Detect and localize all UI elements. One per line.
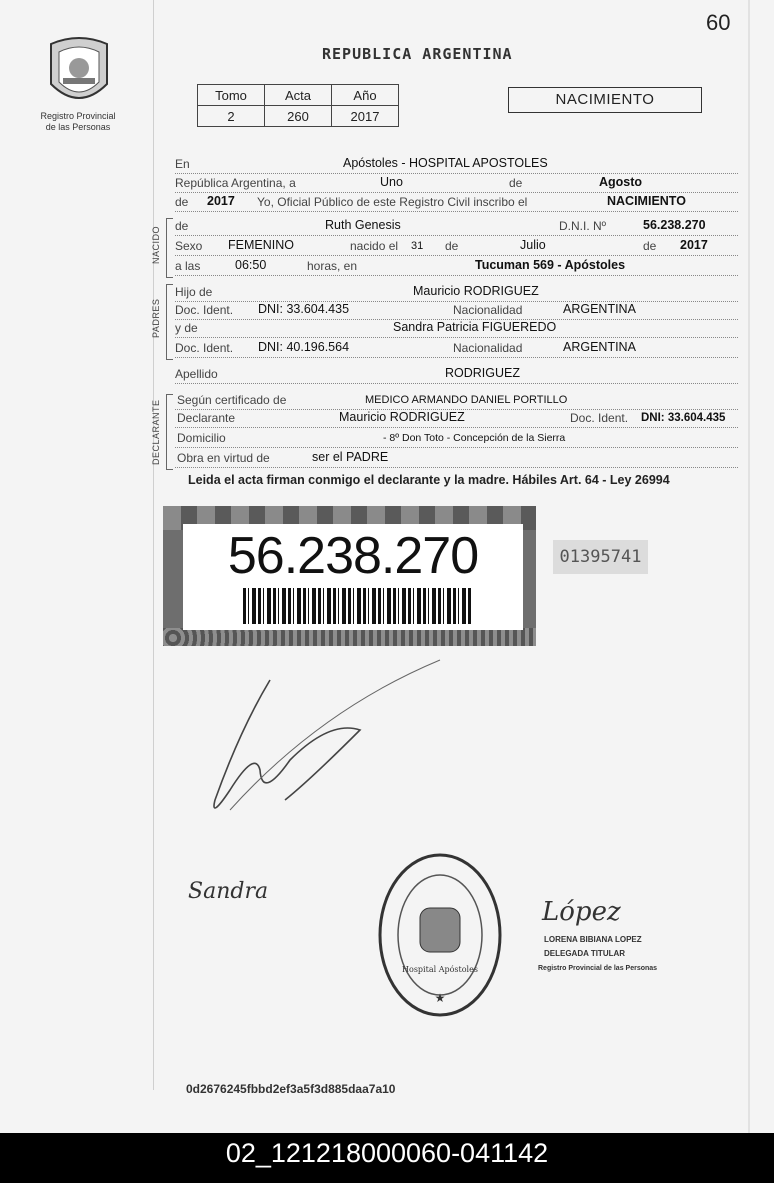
page-edge [748, 0, 750, 1133]
label-nacido-el: nacido el [350, 239, 399, 253]
logo-caption-line: Registro Provincial [40, 111, 116, 121]
row-en [175, 156, 738, 174]
row-apellido [175, 366, 738, 384]
stamp-number: 01395741 [553, 540, 648, 574]
value-month: Agosto [599, 175, 643, 189]
label-declarante: Declarante [177, 411, 236, 425]
row-sexo [175, 238, 738, 256]
label-nac: Nacionalidad [453, 303, 523, 317]
row-father-doc [175, 302, 738, 320]
value-place: Tucuman 569 - Apóstoles [475, 258, 626, 272]
value-acta: 260 [265, 106, 332, 127]
row-mother-doc [175, 340, 738, 358]
value-declarante: Mauricio RODRIGUEZ [339, 410, 465, 424]
label-domicilio: Domicilio [177, 431, 226, 445]
official-office: Registro Provincial de las Personas [538, 965, 658, 972]
label-docident3: Doc. Ident. [570, 411, 629, 425]
label-sexo: Sexo [175, 239, 203, 253]
value-dni: 56.238.270 [643, 218, 706, 232]
label-nac2: Nacionalidad [453, 341, 523, 355]
label-hijo: Hijo de [175, 285, 213, 299]
barcode-icon [243, 588, 473, 624]
value-cert: MEDICO ARMANDO DANIEL PORTILLO [365, 394, 568, 406]
value-declarante-dni: DNI: 33.604.435 [641, 412, 726, 424]
footer-code: 02_121218000060-041142 [0, 1133, 774, 1183]
value-year: 2017 [207, 194, 235, 208]
label-de4: de [445, 239, 459, 253]
value-father-dni: DNI: 33.604.435 [258, 302, 350, 316]
value-birth-day: 31 [411, 240, 424, 252]
value-mother: Sandra Patricia FIGUEREDO [393, 320, 557, 334]
header-title: REPUBLICA ARGENTINA [322, 45, 513, 63]
label-republica: República Argentina, a [175, 176, 296, 190]
official-role: DELEGADA TITULAR [544, 949, 626, 958]
seal-inner-text: Hospital Apóstoles [402, 965, 478, 974]
label-de3: de [175, 219, 189, 233]
sticker-label [183, 524, 523, 630]
sticker-dni-number: 56.238.270 [227, 527, 479, 585]
record-table [197, 84, 399, 127]
value-domicilio: - 8º Don Toto - Concepción de la Sierra [383, 432, 566, 444]
value-mother-dni: DNI: 40.196.564 [258, 340, 350, 354]
row-mother [175, 320, 738, 338]
registry-seal-icon [375, 850, 505, 1020]
label-de: de [509, 176, 523, 190]
label-en: En [175, 157, 190, 171]
row-time [175, 258, 738, 276]
value-time: 06:50 [235, 258, 267, 272]
dni-sticker [163, 506, 536, 646]
value-name: Ruth Genesis [325, 218, 401, 232]
row-republica [175, 175, 738, 193]
value-anio: 2017 [332, 106, 399, 127]
label-yde: y de [175, 321, 198, 335]
value-sexo: FEMENINO [228, 238, 294, 252]
margin-line [153, 0, 154, 1090]
value-day: Uno [380, 175, 403, 189]
value-birth-month: Julio [520, 238, 546, 252]
row-segun [175, 392, 738, 410]
value-inscribo: NACIMIENTO [607, 194, 686, 208]
document-hash: 0d2676245fbbd2ef3a5f3d885daa7a10 [186, 1082, 396, 1096]
side-label-padres: PADRES [151, 298, 161, 338]
row-declarante [175, 410, 738, 428]
official-name: LORENA BIBIANA LOPEZ [544, 935, 642, 944]
header-tomo: Tomo [198, 85, 265, 106]
label-de2: de [175, 195, 189, 209]
declarant-signature-icon [200, 650, 480, 850]
label-de5: de [643, 239, 657, 253]
padres-bracket [166, 284, 173, 360]
value-en: Apóstoles - HOSPITAL APOSTOLES [343, 156, 548, 170]
value-obra: ser el PADRE [312, 450, 389, 464]
header-anio: Año [332, 85, 399, 106]
nacido-bracket [166, 218, 173, 278]
value-tomo: 2 [198, 106, 265, 127]
row-domicilio [175, 430, 738, 448]
row-obra [175, 450, 738, 468]
mother-signature-icon [186, 870, 316, 910]
label-horas: horas, en [307, 259, 358, 273]
label-apellido: Apellido [175, 367, 218, 381]
label-docident: Doc. Ident. [175, 303, 234, 317]
side-label-nacido: NACIDO [151, 225, 161, 264]
row-name [175, 218, 738, 236]
label-alas: a las [175, 259, 201, 273]
header-acta: Acta [265, 85, 332, 106]
sticker-pattern-bottom [163, 628, 536, 646]
page-number: 60 [706, 10, 731, 35]
closing-text: Leida el acta firman conmigo el declarante y la madre. Hábiles Art. 64 - Ley 26994 [188, 473, 670, 487]
svg-text:★: ★ [434, 991, 446, 1005]
label-docident2: Doc. Ident. [175, 341, 234, 355]
province-seal-logo [45, 34, 113, 108]
row-hijo [175, 284, 738, 302]
row-yo [175, 194, 738, 212]
logo-caption-line: de las Personas [45, 122, 111, 132]
declarante-bracket [166, 394, 173, 470]
official-signature-stamp-icon [530, 890, 720, 980]
logo-caption [22, 111, 134, 133]
mother-signature-text: Sandra [188, 879, 269, 904]
document-type-box: NACIMIENTO [508, 87, 702, 113]
value-apellido: RODRIGUEZ [445, 366, 520, 380]
label-segun: Según certificado de [177, 393, 287, 407]
value-father-nat: ARGENTINA [563, 302, 636, 316]
value-birth-year: 2017 [680, 238, 708, 252]
official-signature: López [542, 897, 621, 927]
side-label-declarante: DECLARANTE [151, 399, 161, 465]
label-yo: Yo, Oficial Público de este Registro Civil inscribo el [257, 195, 528, 209]
label-obra: Obra en virtud de [177, 451, 270, 465]
label-dni: D.N.I. Nº [559, 219, 607, 233]
value-mother-nat: ARGENTINA [563, 340, 636, 354]
value-father: Mauricio RODRIGUEZ [413, 284, 539, 298]
